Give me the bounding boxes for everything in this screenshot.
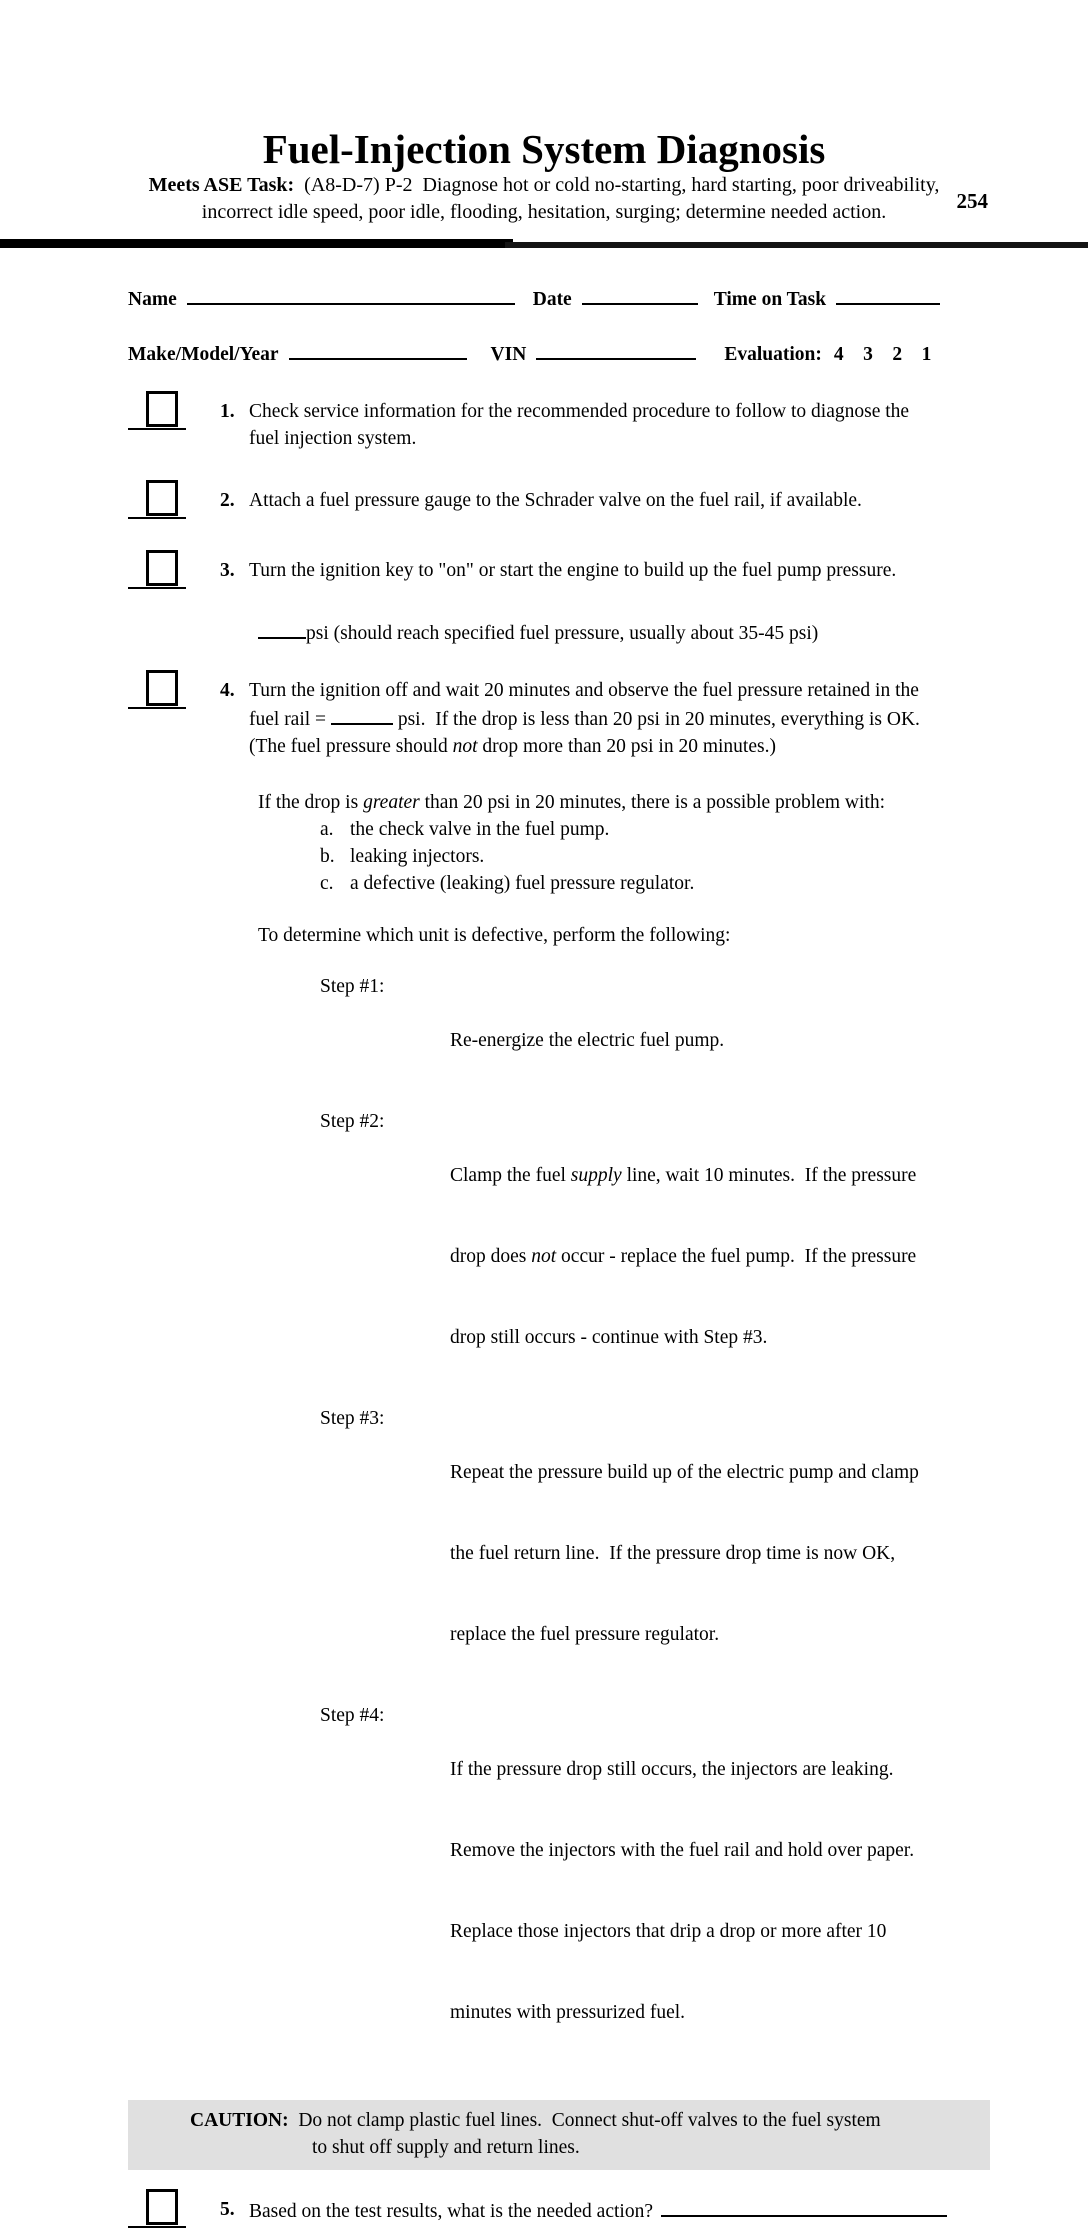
step-4-line-1: If the pressure drop still occurs, the injectors are leaking. <box>450 1759 894 1780</box>
step-2-line-1-italic: supply <box>570 1165 622 1186</box>
task-5-number: 5. <box>220 2199 235 2220</box>
checkbox-underline <box>128 428 186 430</box>
make-model-year-label: Make/Model/Year <box>128 344 279 365</box>
cause-b-text: leaking injectors. <box>350 846 485 867</box>
fuel-rail-psi-input-line[interactable] <box>331 704 393 725</box>
task-5-checkbox[interactable] <box>128 2188 220 2232</box>
task-4-line-1: Turn the ignition off and wait 20 minutes and observe the fuel pressure retained in the <box>249 680 919 701</box>
drop-note <box>258 789 1088 816</box>
task-2-checkbox[interactable] <box>128 479 220 523</box>
task-3-checkbox[interactable] <box>128 549 220 593</box>
task-row-4 <box>128 669 1088 760</box>
step-3-line-2: the fuel return line. If the pressure drop time is now OK, <box>450 1543 896 1564</box>
psi-note <box>258 618 1088 647</box>
evaluation-scale: 4 3 2 1 <box>833 344 932 365</box>
checkbox-box-icon <box>146 391 178 427</box>
step-2-line-2-italic: not <box>531 1246 557 1267</box>
determine-line: To determine which unit is defective, perform the following: <box>258 925 731 946</box>
task-1-checkbox[interactable] <box>128 390 220 434</box>
task-2-text <box>249 479 1088 514</box>
step-3-desc <box>450 1405 919 1702</box>
time-on-task-label: Time on Task <box>713 289 827 310</box>
cause-item-b <box>320 843 1088 870</box>
step-3-row <box>320 1405 1088 1702</box>
step-2-line-3: drop still occurs - continue with Step #3. <box>450 1327 768 1348</box>
step-2-line-1-pre: Clamp the fuel <box>450 1165 571 1186</box>
task-3-line-1: Turn the ignition key to "on" or start the engine to build up the fuel pump pressure. <box>249 560 897 581</box>
step-4-row <box>320 1702 1088 2080</box>
cause-item-c <box>320 870 1088 897</box>
caution-line-2: to shut off supply and return lines. <box>312 2137 580 2158</box>
psi-input-line[interactable] <box>258 618 306 639</box>
checkbox-box-icon <box>146 670 178 706</box>
task-row-3 <box>128 549 1088 593</box>
task-5-text <box>249 2188 1088 2225</box>
drop-note-italic: greater <box>363 792 420 813</box>
date-input-line[interactable] <box>582 284 698 305</box>
checkbox-box-icon <box>146 2189 178 2225</box>
needed-action-input-line[interactable] <box>661 2196 947 2217</box>
worksheet-page <box>0 126 1088 2222</box>
task-1-line-2: fuel injection system. <box>249 428 417 449</box>
task-4-line-3-pre: (The fuel pressure should <box>249 736 453 757</box>
step-1-row <box>320 973 1088 1108</box>
form-row-vehicle <box>128 339 1088 368</box>
step-2-line-2-post: occur - replace the fuel pump. If the pressure <box>556 1246 917 1267</box>
step-2-line-1 <box>450 1162 916 1189</box>
step-4-line-4: minutes with pressurized fuel. <box>450 2002 686 2023</box>
task-4-line-3-post: drop more than 20 psi in 20 minutes.) <box>477 736 776 757</box>
vin-input-line[interactable] <box>536 339 696 360</box>
task-4-number: 4. <box>220 680 235 701</box>
checkbox-underline <box>128 707 186 709</box>
caution-label: CAUTION: <box>190 2110 289 2131</box>
evaluation-label: Evaluation: <box>724 344 822 365</box>
cause-a-text: the check valve in the fuel pump. <box>350 819 610 840</box>
task-4-line-2 <box>249 704 1088 733</box>
step-2-row <box>320 1108 1088 1405</box>
checkbox-underline <box>128 2226 186 2228</box>
task-3-text <box>249 549 1088 584</box>
psi-note-text: psi (should reach specified fuel pressure, usually about 35-45 psi) <box>306 623 819 644</box>
step-4-label: Step #4: <box>320 1705 385 1726</box>
step-4-line-3: Replace those injectors that drip a drop or more after 10 <box>450 1921 887 1942</box>
task-row-2 <box>128 479 1088 523</box>
task-row-1 <box>128 390 1088 452</box>
step-2-line-2 <box>450 1243 916 1270</box>
task-4-checkbox[interactable] <box>128 669 220 713</box>
page-number: 254 <box>956 189 988 213</box>
step-1-desc <box>450 973 724 1108</box>
step-3-line-1: Repeat the pressure build up of the electric pump and clamp <box>450 1462 919 1483</box>
task-1-number: 1. <box>220 401 235 422</box>
ase-task-text: (A8-D-7) P-2 Diagnose hot or cold no-starting, hard starting, poor driveability, <box>294 174 940 196</box>
cause-b-letter: b. <box>320 846 335 867</box>
task-1-line-1: Check service information for the recommended procedure to follow to diagnose the <box>249 401 910 422</box>
make-model-year-input-line[interactable] <box>289 339 467 360</box>
step-4-line-2: Remove the injectors with the fuel rail and hold over paper. <box>450 1840 915 1861</box>
drop-note-pre: If the drop is <box>258 792 364 813</box>
step-2-line-2-pre: drop does <box>450 1246 532 1267</box>
step-1-line-1: Re-energize the electric fuel pump. <box>450 1030 725 1051</box>
cause-item-a <box>320 816 1088 843</box>
step-4-desc <box>450 1702 914 2080</box>
cause-c-letter: c. <box>320 873 334 894</box>
task-3-number: 3. <box>220 560 235 581</box>
caution-text-1: Do not clamp plastic fuel lines. Connect shut-off valves to the fuel system <box>288 2110 881 2131</box>
drop-note-post: than 20 psi in 20 minutes, there is a possible problem with: <box>419 792 885 813</box>
checkbox-underline <box>128 517 186 519</box>
form-row-identity <box>128 284 1088 313</box>
ase-task-line-1 <box>0 172 1088 199</box>
caution-line-1 <box>128 2107 990 2134</box>
divider-left-segment <box>0 239 513 248</box>
checkbox-box-icon <box>146 480 178 516</box>
step-2-line-1-post: line, wait 10 minutes. If the pressure <box>621 1165 917 1186</box>
date-label: Date <box>532 289 572 310</box>
name-input-line[interactable] <box>187 284 515 305</box>
step-2-desc <box>450 1108 916 1405</box>
task-5-line-1 <box>249 2196 1088 2225</box>
cause-a-letter: a. <box>320 819 334 840</box>
step-3-line-3: replace the fuel pressure regulator. <box>450 1624 720 1645</box>
step-1-label: Step #1: <box>320 976 385 997</box>
checkbox-box-icon <box>146 550 178 586</box>
step-3-label: Step #3: <box>320 1408 385 1429</box>
section-divider <box>0 239 1088 251</box>
ase-task-label: Meets ASE Task: <box>148 174 295 196</box>
task-4-line-3-italic: not <box>452 736 478 757</box>
task-1-text <box>249 390 1088 452</box>
worksheet-body <box>0 284 1088 2232</box>
caution-box <box>128 2100 990 2170</box>
task-4-text <box>249 669 1088 760</box>
page-title: Fuel-Injection System Diagnosis <box>262 126 826 172</box>
cause-c-text: a defective (leaking) fuel pressure regulator. <box>350 873 695 894</box>
task-4-line-2-post: psi. If the drop is less than 20 psi in 20 minutes, everything is OK. <box>392 709 920 730</box>
task-4-line-3 <box>249 733 1088 760</box>
divider-right-segment <box>505 242 1088 248</box>
name-label: Name <box>128 289 177 310</box>
time-on-task-input-line[interactable] <box>836 284 940 305</box>
task-5-question: Based on the test results, what is the needed action? <box>249 2201 653 2222</box>
task-row-5 <box>128 2188 1088 2232</box>
step-2-label: Step #2: <box>320 1111 385 1132</box>
task-2-line-1: Attach a fuel pressure gauge to the Schrader valve on the fuel rail, if available. <box>249 490 862 511</box>
ase-task-line-2: incorrect idle speed, poor idle, flooding, hesitation, surging; determine needed action. <box>201 201 887 223</box>
task-2-number: 2. <box>220 490 235 511</box>
steps-block <box>320 973 1088 2080</box>
vin-label: VIN <box>490 344 527 365</box>
task-4-line-2-pre: fuel rail = <box>249 709 331 730</box>
checkbox-underline <box>128 587 186 589</box>
